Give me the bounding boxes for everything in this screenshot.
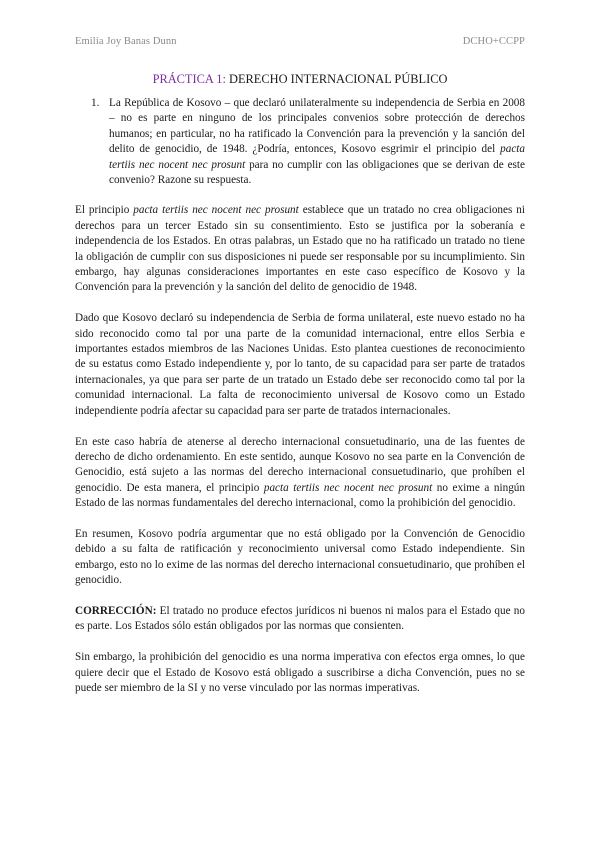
title-text: DERECHO INTERNACIONAL PÚBLICO <box>225 72 448 86</box>
question-number: 1. <box>91 97 100 109</box>
answer-paragraph-4: En resumen, Kosovo podría argumentar que no está obligado por la Convención de Genocidio debido a su falta de ratificación y reconocimiento universal como Estado independiente. Sin embargo, esto no lo exime de las normas del derecho internacional consuetudinario, que prohíben el genocidio. <box>75 527 525 587</box>
correction-paragraph-2: Sin embargo, la prohibición del genocidio es una norma imperativa con efectos erga omnes, lo que quiere decir que el Estado de Kosovo está obligado a suscribirse a dicha Convención, pues no se puede ser miembro de la SI y no verse vinculado por las normas imperativas. <box>75 651 525 694</box>
question-text-b: para no cumplir con las obligaciones que se derivan de este convenio? Razone su respuesta. <box>109 158 525 187</box>
header-author: Emilia Joy Banas Dunn <box>75 36 177 47</box>
header-course: DCHO+CCPP <box>462 36 525 47</box>
title-label: PRÁCTICA 1 <box>152 72 223 86</box>
p3-text-b: no exime a ningún Estado de las normas fundamentales del derecho internacional, como la prohibición del genocidio. <box>75 481 525 510</box>
question-italic: pacta tertiis nec nocent nec prosunt <box>109 143 525 171</box>
p3-italic: pacta tertiis nec nocent nec prosunt <box>263 481 433 494</box>
correction-label: CORRECCIÓN: <box>75 604 157 617</box>
correction-text: El tratado no produce efectos jurídicos ni buenos ni malos para el Estado que no es parte. Los Estados sólo están obligados por las normas que consienten. <box>75 604 525 633</box>
document-body <box>75 96 525 712</box>
p1-text-a: El principio <box>75 204 134 217</box>
question-1 <box>75 96 525 188</box>
correction-paragraph <box>75 604 525 635</box>
page-title <box>0 72 600 87</box>
answer-paragraph-1 <box>75 203 525 295</box>
p3-text-a: En este caso habría de atenerse al derecho internacional consuetudinario, una de las fuentes de derecho de dicho ordenamiento. En este sentido, aunque Kosovo no sea parte en la Convención de Genocidio, está sujeto a las normas del derecho internacional consuetudinario, que prohíben el genocidio. De esta manera, el principio <box>75 435 525 494</box>
p1-text-b: establece que un tratado no crea obligaciones ni derechos para un tercer Estado sin su consentimiento. Esto se justifica por la soberanía e independencia de los Estados. En otras palabras, un Estado que no ha ratificado un tratado no tiene la obligación de cumplir con sus disposiciones ni puede ser responsable por su incumplimiento. Sin embargo, hay algunas consideraciones importantes en este caso específico de Kosovo y la Convención para la prevención y la sanción del delito de genocidio de 1948. <box>75 204 525 294</box>
title-colon: : <box>222 72 226 86</box>
question-text-a: La República de Kosovo – que declaró unilateralmente su independencia de Serbia en 2008 – no es parte en ninguno de los principales convenios sobre protección de derechos humanos; en particular, no ha ratificado la Convención para la prevención y la sanción del delito de genocidio, de 1948. ¿Podría, entonces, Kosovo esgrimir el principio del <box>109 97 525 156</box>
answer-paragraph-2: Dado que Kosovo declaró su independencia de Serbia de forma unilateral, este nuevo estado no ha sido reconocido como tal por una parte de la comunidad internacional, entre ellos Serbia e importantes estados miembros de las Naciones Unidas. Esto plantea cuestiones de reconocimiento de su estatus como Estado independiente y, por lo tanto, de su capacidad para ser parte de tratados internacionales, ya que para ser parte de un tratado un Estado debe ser reconocido como tal por la comunidad internacional. La falta de reconocimiento universal de Kosovo como un Estado independiente podría afectar su capacidad para ser parte de tratados internacionales. <box>75 312 525 417</box>
answer-paragraph-3 <box>75 435 525 512</box>
p1-italic: pacta tertiis nec nocent nec prosunt <box>133 204 299 217</box>
